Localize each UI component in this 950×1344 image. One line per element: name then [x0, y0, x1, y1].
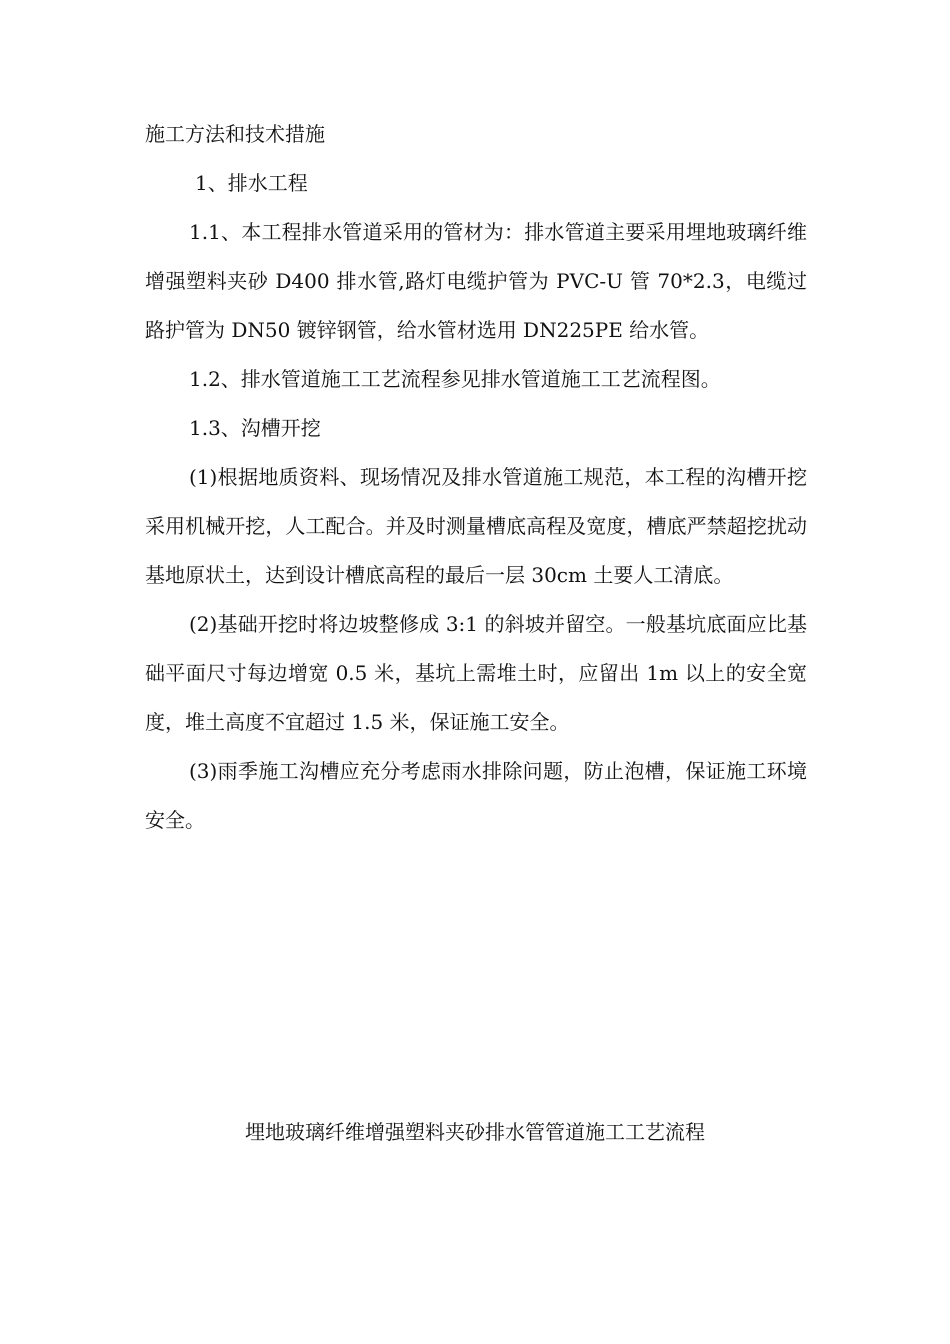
- paragraph-item-3: (3)雨季施工沟槽应充分考虑雨水排除问题，防止泡槽，保证施工环境安全。: [145, 759, 807, 832]
- paragraph-item-2: (2)基础开挖时将边坡整修成 3:1 的斜坡并留空。一般基坑底面应比基础平面尺寸每边增宽 0.5 米，基坑上需堆土时，应留出 1m 以上的安全宽度，堆土高度不宜超过 1.5 米，保证施工安全。: [145, 612, 807, 734]
- paragraph-pipe-materials: 1.1、本工程排水管道采用的管材为：排水管道主要采用埋地玻璃纤维增强塑料夹砂 D400 排水管,路灯电缆护管为 PVC-U 管 70*2.3，电缆过路护管为 DN50 镀锌钢管，给水管材选用 DN225PE 给水管。: [145, 220, 807, 342]
- subsection-trench-excavation: 1.3、沟槽开挖: [189, 416, 321, 440]
- document-body: [145, 110, 807, 845]
- paragraph-process-flow: 1.2、排水管道施工工艺流程参见排水管道施工工艺流程图。: [189, 367, 721, 391]
- document-title: 施工方法和技术措施: [145, 122, 325, 146]
- flowchart-title: 埋地玻璃纤维增强塑料夹砂排水管管道施工工艺流程: [245, 1120, 705, 1144]
- section-heading-drainage: 1、排水工程: [195, 171, 308, 195]
- paragraph-item-1: (1)根据地质资料、现场情况及排水管道施工规范，本工程的沟槽开挖采用机械开挖，人工配合。并及时测量槽底高程及宽度，槽底严禁超挖扰动基地原状土，达到设计槽底高程的最后一层 30cm 土要人工清底。: [145, 465, 807, 587]
